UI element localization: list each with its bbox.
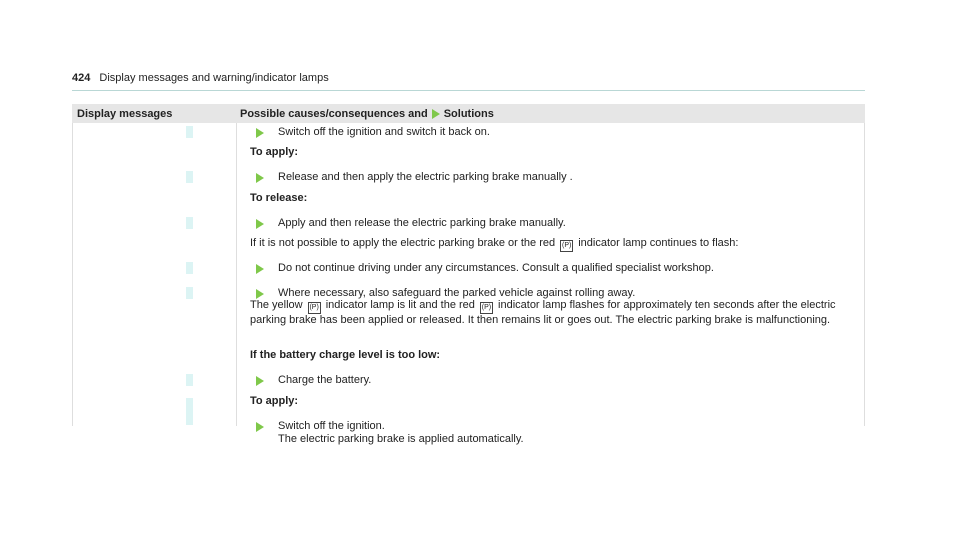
battery-heading: If the battery charge level is too low: (250, 349, 441, 361)
column-divider (236, 123, 237, 426)
arrow-right-icon (256, 422, 264, 432)
table-header (72, 104, 865, 123)
paragraph-text: indicator lamp continues to flash: (578, 237, 739, 249)
step-text-line: Switch off the ignition. (278, 420, 385, 432)
paragraph (250, 299, 860, 327)
step-item (250, 420, 860, 445)
step-text: Where necessary, also safeguard the parked vehicle against rolling away. (278, 287, 636, 299)
step-text: Apply and then release the electric parking brake manually. (278, 217, 566, 229)
page-title: Display messages and warning/indicator lamps (99, 72, 329, 84)
step-text: Release and then apply the electric parking brake manually . (278, 171, 573, 183)
step-item (250, 217, 860, 230)
paragraph-text: If it is not possible to apply the electric parking brake or the red (250, 237, 556, 249)
step-text: Do not continue driving under any circumstances. Consult a qualified specialist workshop. (278, 262, 714, 274)
paragraph-text: indicator lamp is lit and the red (325, 299, 475, 311)
step-item (250, 287, 860, 300)
step-item (250, 374, 860, 387)
column-header-causes-label: Possible causes/consequences and (240, 108, 428, 120)
column-header-solutions-label: Solutions (443, 108, 494, 120)
page-number: 424 (72, 72, 91, 84)
step-text: Charge the battery. (278, 374, 372, 386)
arrow-right-icon (256, 173, 264, 183)
step-marker-bar (186, 398, 193, 425)
arrow-right-icon (256, 128, 264, 138)
paragraph-text: indicator lamp flashes for approximately ten seconds after the electric parking brake has been applied or released. It then remains lit or goes out. The electric parking brake is malfunctioning. (250, 299, 836, 326)
step-text-line: The electric parking brake is applied automatically. (278, 432, 524, 445)
step-item (250, 262, 860, 275)
label-release: To release: (250, 192, 308, 204)
step-item (250, 171, 860, 184)
arrow-right-icon (256, 376, 264, 386)
arrow-right-icon (256, 289, 264, 299)
step-marker-bar (186, 374, 193, 386)
column-header-causes (240, 108, 494, 120)
header-rule (72, 90, 865, 91)
step-marker-bar (186, 217, 193, 229)
step-text: Switch off the ignition and switch it back on. (278, 126, 490, 138)
column-header-display-messages: Display messages (77, 108, 173, 120)
label-apply: To apply: (250, 395, 299, 407)
paragraph (250, 237, 860, 252)
step-marker-bar (186, 171, 193, 183)
column-divider (864, 123, 865, 426)
step-text (278, 420, 860, 445)
step-item (250, 126, 860, 139)
step-marker-bar (186, 126, 193, 138)
parking-brake-indicator-icon: (P) (308, 302, 321, 314)
label-apply: To apply: (250, 146, 299, 158)
parking-brake-indicator-icon: (P) (480, 302, 493, 314)
step-marker-bar (186, 287, 193, 299)
arrow-right-icon (432, 109, 440, 119)
page-header (72, 72, 329, 84)
column-divider (72, 123, 73, 426)
arrow-right-icon (256, 264, 264, 274)
step-marker-bar (186, 262, 193, 274)
parking-brake-indicator-icon: (P) (560, 240, 573, 252)
paragraph-text: The yellow (250, 299, 303, 311)
arrow-right-icon (256, 219, 264, 229)
